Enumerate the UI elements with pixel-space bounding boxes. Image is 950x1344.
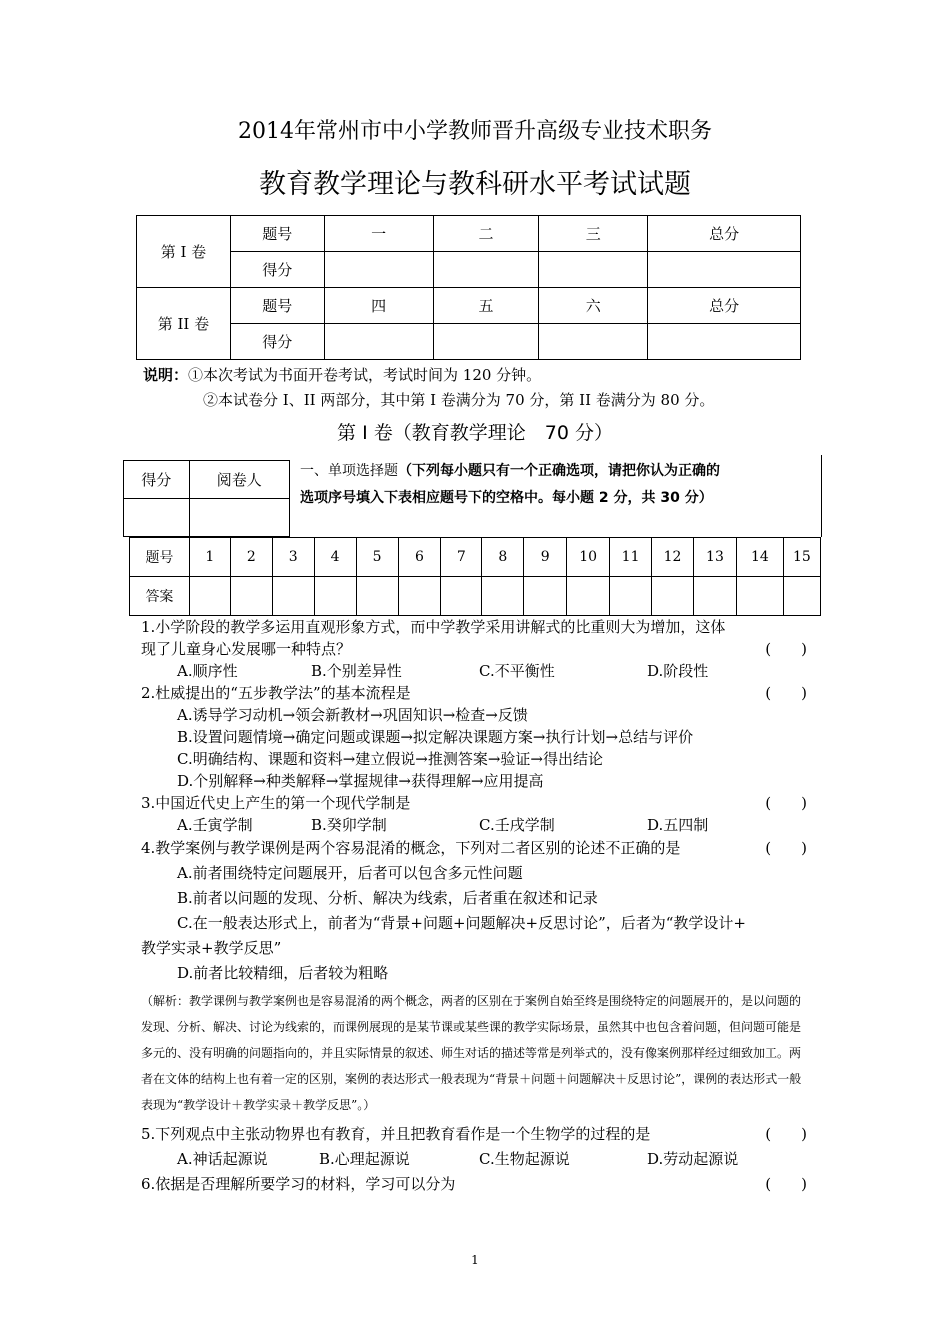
grader-table — [123, 460, 290, 537]
answer-number: 15 — [783, 538, 820, 577]
exam-title-line1: 2014年常州市中小学教师晋升高级专业技术职务 — [238, 119, 712, 144]
q2-option-d: D.个别解释→种类解释→掌握规律→获得理解→应用提高 — [177, 772, 544, 790]
answer-number: 13 — [694, 538, 737, 577]
section1-instructions — [300, 458, 818, 512]
answer-number: 11 — [610, 538, 652, 577]
q3-stem — [141, 792, 811, 814]
vol2-score-cell — [433, 324, 539, 360]
grader-score-label: 得分 — [124, 461, 190, 499]
answer-row-label: 答案 — [130, 577, 190, 616]
q1-options — [141, 660, 811, 682]
questions-body — [141, 616, 811, 1197]
q4-option-a: A.前者围绕特定问题展开，后者可以包含多元性问题 — [177, 864, 523, 882]
vol1-col-total: 总分 — [648, 216, 801, 252]
vol1-col-3: 三 — [539, 216, 648, 252]
answer-number: 2 — [230, 538, 272, 577]
q1-option-a: A.顺序性 — [177, 662, 238, 680]
answer-cell — [567, 577, 610, 616]
notes-label: 说明： — [143, 366, 189, 384]
q4-option-d: D.前者比较精细，后者较为粗略 — [177, 964, 389, 982]
q5-stem — [141, 1122, 811, 1147]
exam-title-line2: 教育教学理论与教科研水平考试试题 — [259, 169, 691, 200]
q2-stem-text: 2.杜威提出的“五步教学法”的基本流程是 — [141, 684, 411, 702]
q6-stem — [141, 1172, 811, 1197]
q6-answer-paren: ( ) — [765, 1175, 807, 1193]
answer-cell — [652, 577, 694, 616]
exam-notes — [143, 363, 714, 413]
answer-number: 3 — [272, 538, 314, 577]
score-table — [136, 215, 801, 360]
q1-option-c: C.不平衡性 — [479, 662, 555, 680]
vol2-score-label: 得分 — [230, 324, 324, 360]
q4-option-b: B.前者以问题的发现、分析、解决为线索，后者重在叙述和记录 — [177, 889, 598, 907]
notes-item-1: ①本次考试为书面开卷考试，考试时间为 120 分钟。 — [188, 366, 542, 384]
q3-options — [141, 814, 811, 836]
q3-option-b: B.癸卯学制 — [311, 816, 387, 834]
page-number: 1 — [471, 1253, 479, 1267]
q4-stem — [141, 836, 811, 861]
vol1-score-cell — [648, 252, 801, 288]
q5-options — [141, 1147, 811, 1172]
answer-number: 14 — [736, 538, 783, 577]
section1-desc-2: 选项序号填入下表相应题号下的空格中。每小题 2 分，共 30 分） — [300, 490, 713, 506]
q1-answer-paren: ( ) — [765, 640, 807, 658]
answer-cell — [356, 577, 398, 616]
answer-cell — [482, 577, 524, 616]
q5-answer-paren: ( ) — [765, 1125, 807, 1143]
notes-item-2: ②本试卷分 I、II 两部分，其中第 I 卷满分为 70 分，第 II 卷满分为 80 分。 — [203, 391, 715, 409]
answer-number: 6 — [398, 538, 441, 577]
answer-number: 8 — [482, 538, 524, 577]
q3-stem-text: 3.中国近代史上产生的第一个现代学制是 — [141, 794, 411, 812]
answer-number: 5 — [356, 538, 398, 577]
vol2-label: 第 II 卷 — [137, 288, 231, 360]
q2-option-a: A.诱导学习动机→领会新教材→巩固知识→检查→反馈 — [177, 706, 528, 724]
q4-analysis: （解析：教学课例与教学案例也是容易混淆的两个概念，两者的区别在于案例自始至终是围绕特定的问题展开的，是以问题的发现、分析、解决、讨论为线索的，而课例展现的是某节课或某些课的教学实际场景，虽然其中也包含着问题，但问题可能是多元的、没有明确的问题指向的，并且实际情景的叙述、师生对话的描述等常是列举式的，没有像案例那样经过细致加工。两者在文体的结构上也有着一定的区别，案例的表达形式一般表现为“背景＋问题＋问题解决＋反思讨论”，课例的表达形式一般表现为“教学设计＋教学实录＋教学反思”。） — [141, 994, 802, 1112]
vol1-col-1: 一 — [324, 216, 433, 252]
q5-option-b: B.心理起源说 — [319, 1150, 410, 1168]
answer-cell — [189, 577, 230, 616]
q4-option-c-1: C.在一般表达形式上，前者为“背景+问题+问题解决+反思讨论”，后者为“教学设计+ — [177, 914, 746, 932]
vol2-col-4: 四 — [324, 288, 433, 324]
q1-option-d: D.阶段性 — [647, 662, 709, 680]
vol1-score-label: 得分 — [230, 252, 324, 288]
q2-option-b: B.设置问题情境→确定问题或课题→拟定解决课题方案→执行计划→总结与评价 — [177, 728, 694, 746]
section1-desc-1: （下列每小题只有一个正确选项，请把你认为正确的 — [398, 463, 720, 479]
vol1-col-2: 二 — [433, 216, 539, 252]
answer-cell — [314, 577, 356, 616]
q1-option-b: B.个别差异性 — [311, 662, 402, 680]
answer-cell — [441, 577, 482, 616]
vol2-col-6: 六 — [539, 288, 648, 324]
answer-cell — [736, 577, 783, 616]
q2-option-c: C.明确结构、课题和资料→建立假说→推测答案→验证→得出结论 — [177, 750, 603, 768]
volume-heading: 第 I 卷（教育教学理论 70 分） — [337, 422, 613, 444]
q3-option-d: D.五四制 — [647, 816, 709, 834]
answer-cell — [398, 577, 441, 616]
vol2-header-label: 题号 — [230, 288, 324, 324]
answer-cell — [694, 577, 737, 616]
q5-option-a: A.神话起源说 — [177, 1150, 268, 1168]
vol2-score-cell — [648, 324, 801, 360]
vol1-score-cell — [539, 252, 648, 288]
q4-stem-text: 4.教学案例与教学课例是两个容易混淆的概念，下列对二者区别的论述不正确的是 — [141, 839, 681, 857]
answer-table — [129, 537, 821, 616]
q5-option-c: C.生物起源说 — [479, 1150, 570, 1168]
answer-cell — [230, 577, 272, 616]
q3-option-a: A.壬寅学制 — [177, 816, 253, 834]
q1-stem-1: 1.小学阶段的教学多运用直观形象方式，而中学教学采用讲解式的比重则大为增加，这体 — [141, 618, 726, 636]
q6-stem-text: 6.依据是否理解所要学习的材料，学习可以分为 — [141, 1175, 456, 1193]
q3-answer-paren: ( ) — [765, 794, 807, 812]
answer-number: 7 — [441, 538, 482, 577]
q4-answer-paren: ( ) — [765, 839, 807, 857]
grader-name-label: 阅卷人 — [189, 461, 289, 499]
grader-score-cell — [124, 499, 190, 537]
q1-stem-text: 现了儿童身心发展哪一种特点？ — [141, 640, 352, 658]
vol1-label: 第 I 卷 — [137, 216, 231, 288]
grader-name-cell — [189, 499, 289, 537]
answer-number: 10 — [567, 538, 610, 577]
answer-number: 9 — [524, 538, 567, 577]
answer-cell — [272, 577, 314, 616]
answer-number: 1 — [189, 538, 230, 577]
q2-stem — [141, 682, 811, 704]
answer-cell — [610, 577, 652, 616]
section1-title: 一、单项选择题 — [300, 463, 398, 479]
q2-answer-paren: ( ) — [765, 684, 807, 702]
answer-cell — [524, 577, 567, 616]
answer-number: 4 — [314, 538, 356, 577]
q5-stem-text: 5.下列观点中主张动物界也有教育，并且把教育看作是一个生物学的过程的是 — [141, 1125, 651, 1143]
q1-stem-2 — [141, 638, 811, 660]
vol1-header-label: 题号 — [230, 216, 324, 252]
vol1-score-cell — [433, 252, 539, 288]
vol2-score-cell — [324, 324, 433, 360]
vol2-score-cell — [539, 324, 648, 360]
answer-number: 12 — [652, 538, 694, 577]
q4-option-c-2: 教学实录+教学反思” — [141, 939, 282, 957]
vol2-col-total: 总分 — [648, 288, 801, 324]
vol1-score-cell — [324, 252, 433, 288]
answer-cell — [783, 577, 820, 616]
q5-option-d: D.劳动起源说 — [647, 1150, 739, 1168]
vol2-col-5: 五 — [433, 288, 539, 324]
answer-header-label: 题号 — [130, 538, 190, 577]
q3-option-c: C.壬戌学制 — [479, 816, 555, 834]
